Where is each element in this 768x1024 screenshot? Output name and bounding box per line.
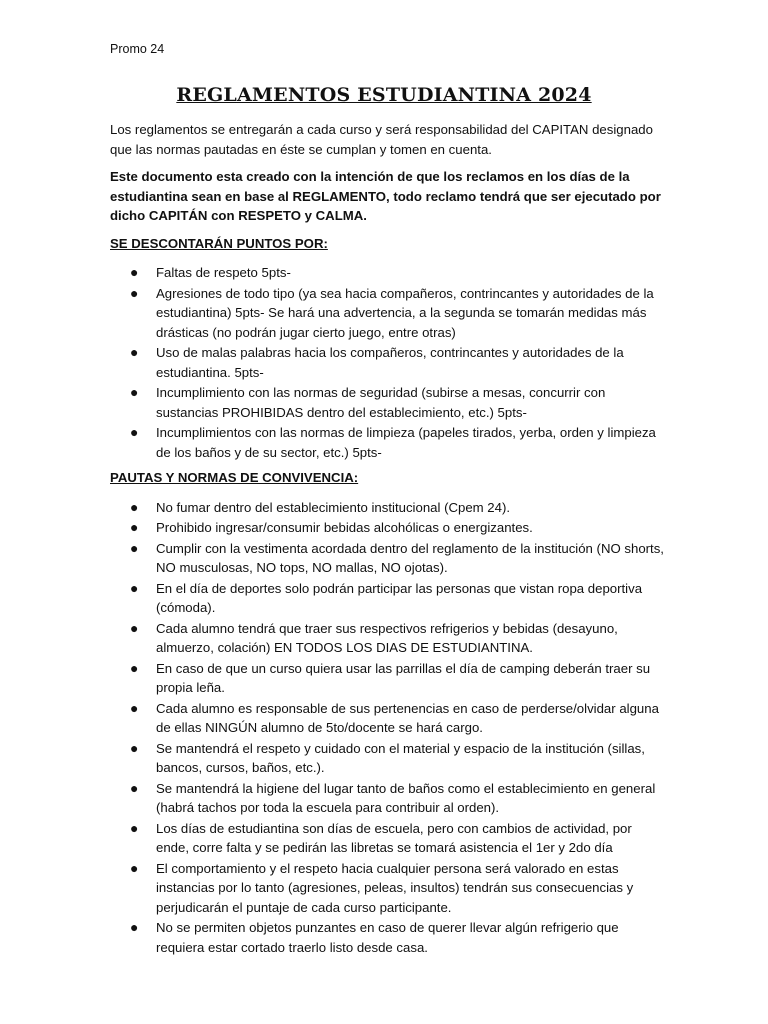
list-item xyxy=(110,383,665,422)
list-item xyxy=(110,539,665,578)
bullet-icon: ● xyxy=(130,579,139,596)
rules-list xyxy=(110,498,665,958)
bullet-icon: ● xyxy=(130,519,139,535)
list-item-text: En caso de que un curso quiera usar las parrillas el día de camping deberán traer su propia leña. xyxy=(156,660,651,695)
bullet-icon: ● xyxy=(130,384,139,400)
bullet-icon: ● xyxy=(130,424,139,440)
document-body xyxy=(110,120,665,963)
bullet-icon: ● xyxy=(130,344,139,360)
list-item-text: Los días de estudiantina son días de escuela, pero con cambios de actividad, por ende, corre falta y se pedirán las libretas se tomará asistencia el 1er y 2do día xyxy=(156,820,632,855)
list-item-text: Agresiones de todo tipo (ya sea hacia compañeros, contrincantes y autoridades de la estudiantina) 5pts- Se hará una advertencia, a la segunda se tomarán medidas más drásticas (no podrán jugar cierto juego, entre otras) xyxy=(156,285,654,340)
list-item-text: Cada alumno tendrá que traer sus respectivos refrigerios y bebidas (desayuno, almuerzo, colación) EN TODOS LOS DIAS DE ESTUDIANTINA. xyxy=(156,620,618,655)
bullet-icon: ● xyxy=(130,819,139,836)
bullet-icon: ● xyxy=(130,539,139,556)
list-item xyxy=(110,284,665,343)
section-heading-deductions: SE DESCONTARÁN PUNTOS POR: xyxy=(110,235,328,251)
list-item-text: Cada alumno es responsable de sus pertenencias en caso de perderse/olvidar alguna de ellas NINGÚN alumno de 5to/docente se hará cargo. xyxy=(156,700,659,735)
list-item xyxy=(110,498,665,518)
bullet-icon: ● xyxy=(130,739,139,756)
bullet-icon: ● xyxy=(130,699,139,716)
list-item-text: Incumplimiento con las normas de seguridad (subirse a mesas, concurrir con sustancias PROHIBIDAS dentro del establecimiento, etc.) 5pts- xyxy=(156,385,606,420)
list-item-text: Prohibido ingresar/consumir bebidas alcohólicas o energizantes. xyxy=(156,520,533,535)
list-item xyxy=(110,343,665,382)
intro-bold-paragraph: Este documento esta creado con la intención de que los reclamos en los días de la estudiantina sean en base al REGLAMENTO, todo reclamo tendrá que ser ejecutado por dicho CAPITÁN con RESPETO y CALMA. xyxy=(110,169,661,223)
bullet-icon: ● xyxy=(130,498,139,515)
list-item-text: Incumplimientos con las normas de limpieza (papeles tirados, yerba, orden y limpieza de los baños y de su sector, etc.) 5pts- xyxy=(156,425,656,460)
list-item-text: Uso de malas palabras hacia los compañeros, contrincantes y autoridades de la estudiantina. 5pts- xyxy=(156,345,624,380)
list-item xyxy=(110,263,665,283)
deductions-list xyxy=(110,263,665,462)
list-item xyxy=(110,699,665,738)
intro-paragraph: Los reglamentos se entregarán a cada curso y será responsabilidad del CAPITAN designado que las normas pautadas en éste se cumplan y tomen en cuenta. xyxy=(110,122,653,157)
list-item xyxy=(110,779,665,818)
list-item-text: No fumar dentro del establecimiento institucional (Cpem 24). xyxy=(156,499,511,515)
list-item-text: Faltas de respeto 5pts- xyxy=(156,265,291,280)
document-title: REGLAMENTOS ESTUDIANTINA 2024 xyxy=(176,84,592,106)
list-item-text: No se permiten objetos punzantes en caso de querer llevar algún refrigerio que requiera estar cortado traerlo listo desde casa. xyxy=(156,920,619,955)
list-item-text: Cumplir con la vestimenta acordada dentro del reglamento de la institución (NO shorts, NO musculosas, NO tops, NO mallas, NO ojotas). xyxy=(156,540,664,575)
list-item xyxy=(110,619,665,658)
bullet-icon: ● xyxy=(130,859,139,876)
list-item xyxy=(110,659,665,698)
bullet-icon: ● xyxy=(130,264,139,280)
section-heading-rules: PAUTAS Y NORMAS DE CONVIVENCIA: xyxy=(110,470,359,485)
list-item-text: Se mantendrá la higiene del lugar tanto de baños como el establecimiento en general (habrá tachos por toda la escuela para contribuir al orden). xyxy=(156,780,656,815)
bullet-icon: ● xyxy=(130,284,139,301)
list-item-text: En el día de deportes solo podrán participar las personas que vistan ropa deportiva (cómoda). xyxy=(156,580,643,615)
list-item xyxy=(110,739,665,778)
bullet-icon: ● xyxy=(130,919,139,935)
bullet-icon: ● xyxy=(130,779,139,796)
list-item xyxy=(110,579,665,618)
list-item xyxy=(110,518,665,538)
list-item xyxy=(110,859,665,918)
list-item-text: Se mantendrá el respeto y cuidado con el material y espacio de la institución (sillas, bancos, cursos, baños, etc.). xyxy=(156,740,645,775)
bullet-icon: ● xyxy=(130,659,139,676)
list-item-text: El comportamiento y el respeto hacia cualquier persona será valorado en estas instancias por lo tanto (agresiones, peleas, insultos) tendrán sus consecuencias y perjudicarán el puntaje de cada curso participante. xyxy=(156,860,634,915)
bullet-icon: ● xyxy=(130,619,139,636)
header-label: Promo 24 xyxy=(110,42,165,56)
list-item xyxy=(110,819,665,858)
list-item xyxy=(110,423,665,462)
list-item xyxy=(110,918,665,957)
